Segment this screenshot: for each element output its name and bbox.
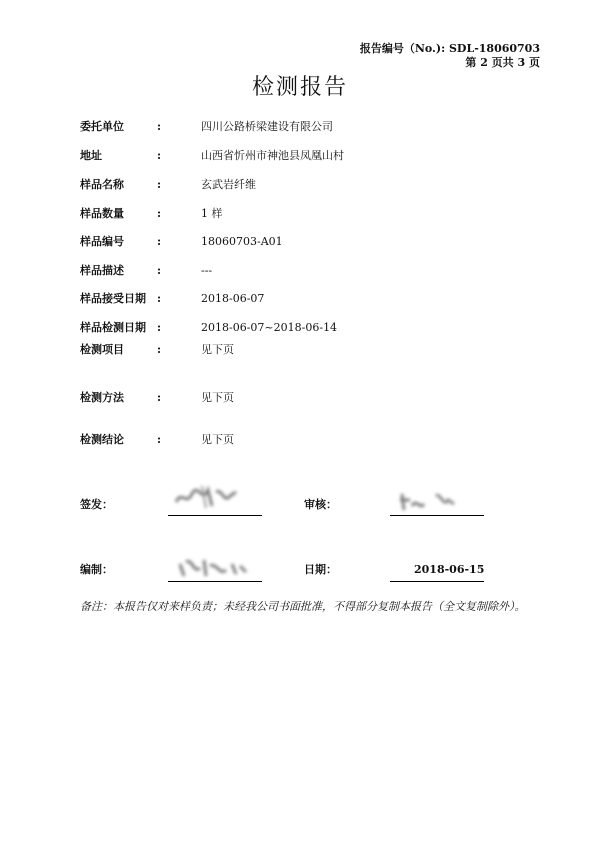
sign-date: 2018-06-15 [414,563,485,576]
editor-label: 编制： [80,563,113,576]
field-label: 委托单位 [80,120,124,133]
field-colon: : [157,149,162,162]
field-value: --- [201,264,213,277]
field-colon: : [157,343,162,356]
report-title: 检测报告 [251,75,348,100]
field-colon: : [157,207,162,220]
report-number: 报告编号（No.): SDL-18060703 [359,42,540,55]
field-value: 山西省忻州市神池县凤凰山村 [201,149,344,162]
field-label: 检测方法 [80,391,124,404]
field-label: 样品数量 [80,207,124,220]
field-colon: : [157,391,162,404]
field-value: 1 样 [201,207,223,220]
editor-signature [176,554,250,580]
field-colon: : [157,120,162,133]
page-info: 第 2 页共 3 页 [465,56,540,69]
field-value: 2018-06-07~2018-06-14 [201,321,338,334]
disclaimer-note: 备注：本报告仅对来样负责；未经我公司书面批准，不得部分复制本报告（全文复制除外）。 [80,600,526,613]
field-label: 样品名称 [80,178,124,191]
field-value: 见下页 [201,433,234,446]
field-label: 样品描述 [80,264,124,277]
field-value: 见下页 [201,391,234,404]
field-value: 玄武岩纤维 [201,178,256,191]
field-label: 样品检测日期 [80,321,146,334]
field-label: 检测结论 [80,433,124,446]
field-colon: : [157,321,162,334]
field-colon: : [157,178,162,191]
issuer-signature [172,484,240,510]
date-line [390,581,484,582]
issuer-signature-line [168,515,262,516]
date-label: 日期： [304,563,337,576]
field-colon: : [157,433,162,446]
field-value: 2018-06-07 [201,292,265,305]
field-value: 见下页 [201,343,234,356]
field-colon: : [157,235,162,248]
reviewer-label: 审核： [304,498,337,511]
field-label: 检测项目 [80,343,124,356]
field-colon: : [157,264,162,277]
editor-signature-line [168,581,262,582]
report-header [360,42,540,70]
reviewer-signature [396,488,460,514]
field-colon: : [157,292,162,305]
field-label: 地址 [80,149,102,162]
field-label: 样品编号 [80,235,124,248]
reviewer-signature-line [390,515,484,516]
field-value: 四川公路桥梁建设有限公司 [201,120,333,133]
field-label: 样品接受日期 [80,292,146,305]
issuer-label: 签发： [80,498,113,511]
field-value: 18060703-A01 [201,235,283,248]
